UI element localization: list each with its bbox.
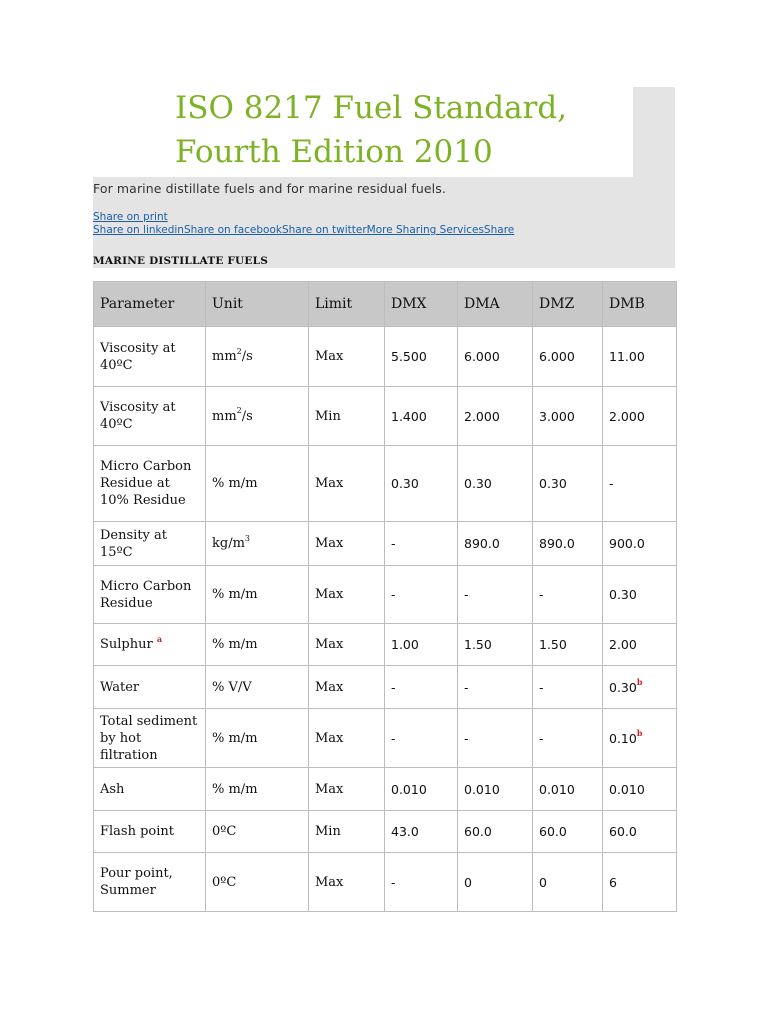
dmz-value-cell	[533, 566, 603, 624]
dmb-value-cell	[603, 709, 677, 768]
dmb-value: 2.00	[609, 637, 637, 652]
unit-superscript: 3	[244, 533, 250, 543]
dma-value-cell	[458, 624, 533, 666]
dmz-value: -	[539, 587, 544, 602]
limit-cell	[309, 768, 385, 811]
unit-text: mm	[212, 349, 237, 364]
dmb-value-cell	[603, 666, 677, 709]
parameter-cell	[94, 666, 206, 709]
limit-cell	[309, 811, 385, 853]
parameter-text: Viscosity at 40ºC	[100, 400, 176, 432]
column-header-unit: Unit	[206, 282, 309, 327]
dmz-value: -	[539, 679, 544, 695]
dma-value-cell	[458, 566, 533, 624]
dmz-value-cell	[533, 387, 603, 446]
page-title: ISO 8217 Fuel Standard, Fourth Edition 2010	[175, 90, 568, 170]
dmz-value: -	[539, 730, 544, 746]
dmb-value: 0.30	[609, 679, 637, 695]
dma-value-cell	[458, 666, 533, 709]
footnote-marker: a	[156, 633, 163, 644]
dma-value: 0	[464, 874, 472, 890]
parameter-cell	[94, 566, 206, 624]
table-row	[94, 853, 677, 912]
dma-value: 6.000	[464, 349, 500, 364]
dmb-value: 0.10	[609, 730, 637, 746]
column-header-dmz: DMZ	[533, 282, 603, 327]
dmz-value-cell	[533, 624, 603, 666]
dmb-value: 60.0	[609, 824, 637, 839]
dmx-value-cell	[385, 327, 458, 387]
dmx-value-cell	[385, 709, 458, 768]
dmz-value-cell	[533, 446, 603, 522]
column-header-parameter: Parameter	[94, 282, 206, 327]
unit-text: % V/V	[212, 679, 252, 695]
dma-value: 1.50	[464, 637, 492, 652]
dmb-value-cell	[603, 522, 677, 566]
parameter-cell	[94, 327, 206, 387]
unit-text: % m/m	[212, 587, 258, 602]
table-row	[94, 624, 677, 666]
parameter-text: Density at 15ºC	[100, 527, 167, 560]
dma-value: 2.000	[464, 408, 500, 424]
unit-text: 0ºC	[212, 874, 237, 890]
dmx-value-cell	[385, 666, 458, 709]
limit-text: Max	[315, 781, 344, 797]
dmz-value: 6.000	[539, 349, 575, 364]
dmx-value-cell	[385, 387, 458, 446]
column-header-dmb: DMB	[603, 282, 677, 327]
dmb-value-cell	[603, 387, 677, 446]
unit-cell	[206, 709, 309, 768]
table-row	[94, 811, 677, 853]
dma-value-cell	[458, 327, 533, 387]
table-row	[94, 387, 677, 446]
unit-suffix: /s	[241, 349, 253, 364]
limit-text: Max	[315, 536, 344, 551]
dmb-value: 900.0	[609, 536, 645, 551]
limit-text: Min	[315, 824, 341, 839]
parameter-cell	[94, 709, 206, 768]
dma-value-cell	[458, 387, 533, 446]
dmb-value-cell	[603, 566, 677, 624]
fuel-spec-table	[93, 281, 677, 912]
dmz-value-cell	[533, 768, 603, 811]
dmz-value-cell	[533, 666, 603, 709]
parameter-text: Micro Carbon Residue	[100, 578, 192, 611]
parameter-text: Ash	[100, 781, 125, 797]
dmb-value: 11.00	[609, 349, 645, 364]
share-services-links[interactable]: Share on linkedinShare on facebookShare on twitterMore Sharing ServicesShare	[93, 224, 515, 236]
dmz-value: 1.50	[539, 637, 567, 652]
parameter-cell	[94, 768, 206, 811]
dmz-value-cell	[533, 522, 603, 566]
dmx-value-cell	[385, 624, 458, 666]
dmb-value: 2.000	[609, 408, 645, 424]
dmz-value-cell	[533, 327, 603, 387]
column-header-dma: DMA	[458, 282, 533, 327]
unit-suffix: /s	[241, 408, 253, 424]
parameter-cell	[94, 624, 206, 666]
parameter-cell	[94, 853, 206, 912]
dma-value: 0.30	[464, 476, 492, 491]
dmz-value-cell	[533, 853, 603, 912]
limit-text: Max	[315, 874, 344, 890]
dmz-value: 0.010	[539, 781, 575, 797]
limit-text: Max	[315, 730, 344, 746]
dmx-value: 5.500	[391, 349, 427, 364]
limit-text: Max	[315, 637, 344, 652]
parameter-cell	[94, 522, 206, 566]
dma-value-cell	[458, 522, 533, 566]
limit-cell	[309, 853, 385, 912]
table-header-row	[94, 282, 677, 327]
parameter-cell	[94, 387, 206, 446]
dmb-value: 6	[609, 874, 617, 890]
unit-text: % m/m	[212, 637, 258, 652]
dma-value-cell	[458, 446, 533, 522]
dmb-value-cell	[603, 853, 677, 912]
unit-text: 0ºC	[212, 824, 237, 839]
dmz-value: 0	[539, 874, 547, 890]
limit-cell	[309, 709, 385, 768]
page-subtitle: For marine distillate fuels and for marine residual fuels.	[93, 181, 446, 196]
footnote-marker: b	[636, 728, 643, 739]
dmx-value: 1.400	[391, 408, 427, 424]
footnote-marker: b	[636, 677, 643, 688]
dmx-value: -	[391, 587, 396, 602]
dmz-value-cell	[533, 811, 603, 853]
unit-cell	[206, 522, 309, 566]
unit-text: mm	[212, 408, 237, 424]
column-header-limit: Limit	[309, 282, 385, 327]
dmx-value-cell	[385, 522, 458, 566]
dma-value: 0.010	[464, 781, 500, 797]
dmx-value: 0.010	[391, 781, 427, 797]
dmb-value: 0.30	[609, 587, 637, 602]
dmb-value-cell	[603, 327, 677, 387]
dma-value-cell	[458, 853, 533, 912]
dmx-value: -	[391, 536, 396, 551]
limit-text: Max	[315, 587, 344, 602]
dmb-value-cell	[603, 768, 677, 811]
dmx-value: 1.00	[391, 637, 419, 652]
dmx-value: -	[391, 730, 396, 746]
unit-text: % m/m	[212, 781, 258, 797]
share-print-link[interactable]: Share on print	[93, 211, 168, 223]
parameter-text: Micro Carbon Residue at 10% Residue	[100, 459, 192, 508]
parameter-text: Flash point	[100, 824, 175, 839]
unit-cell	[206, 566, 309, 624]
dma-value: -	[464, 679, 469, 695]
dmx-value-cell	[385, 446, 458, 522]
dmz-value-cell	[533, 709, 603, 768]
dmb-value: 0.010	[609, 781, 645, 797]
unit-cell	[206, 666, 309, 709]
dma-value: -	[464, 587, 469, 602]
dmz-value: 60.0	[539, 824, 567, 839]
dmx-value: 43.0	[391, 824, 419, 839]
dmx-value: -	[391, 874, 396, 890]
limit-cell	[309, 387, 385, 446]
dmb-value-cell	[603, 446, 677, 522]
dmb-value-cell	[603, 811, 677, 853]
column-header-dmx: DMX	[385, 282, 458, 327]
limit-text: Min	[315, 408, 341, 424]
dma-value: -	[464, 730, 469, 746]
dma-value: 60.0	[464, 824, 492, 839]
dmx-value: 0.30	[391, 476, 419, 491]
table-row	[94, 566, 677, 624]
unit-text: % m/m	[212, 730, 258, 746]
unit-cell	[206, 327, 309, 387]
unit-cell	[206, 624, 309, 666]
parameter-text: Viscosity at 40ºC	[100, 340, 176, 373]
table-row	[94, 768, 677, 811]
unit-cell	[206, 811, 309, 853]
parameter-cell	[94, 446, 206, 522]
dmx-value-cell	[385, 768, 458, 811]
limit-cell	[309, 327, 385, 387]
unit-cell	[206, 387, 309, 446]
table-row	[94, 446, 677, 522]
dma-value-cell	[458, 709, 533, 768]
parameter-text: Sulphur	[100, 637, 153, 652]
dma-value-cell	[458, 811, 533, 853]
table-row	[94, 709, 677, 768]
dmb-value: -	[609, 476, 614, 491]
limit-text: Max	[315, 349, 344, 364]
section-heading: MARINE DISTILLATE FUELS	[93, 255, 268, 267]
limit-cell	[309, 446, 385, 522]
limit-text: Max	[315, 476, 344, 491]
limit-cell	[309, 624, 385, 666]
limit-cell	[309, 666, 385, 709]
parameter-cell	[94, 811, 206, 853]
table-row	[94, 666, 677, 709]
parameter-text: Water	[100, 679, 140, 695]
dmz-value: 0.30	[539, 476, 567, 491]
parameter-text: Pour point, Summer	[100, 866, 173, 898]
dma-value-cell	[458, 768, 533, 811]
limit-cell	[309, 566, 385, 624]
unit-superscript: 2	[236, 406, 242, 416]
unit-superscript: 2	[236, 346, 242, 356]
unit-cell	[206, 446, 309, 522]
unit-cell	[206, 853, 309, 912]
dmz-value: 890.0	[539, 536, 575, 551]
dmx-value-cell	[385, 566, 458, 624]
dma-value: 890.0	[464, 536, 500, 551]
parameter-text: Total sediment by hot filtration	[100, 713, 198, 763]
limit-text: Max	[315, 679, 344, 695]
dmx-value-cell	[385, 811, 458, 853]
unit-text: % m/m	[212, 476, 258, 491]
dmx-value-cell	[385, 853, 458, 912]
dmz-value: 3.000	[539, 408, 575, 424]
unit-text: kg/m	[212, 536, 245, 551]
table-row	[94, 327, 677, 387]
dmb-value-cell	[603, 624, 677, 666]
limit-cell	[309, 522, 385, 566]
table-row	[94, 522, 677, 566]
dmx-value: -	[391, 679, 396, 695]
unit-cell	[206, 768, 309, 811]
